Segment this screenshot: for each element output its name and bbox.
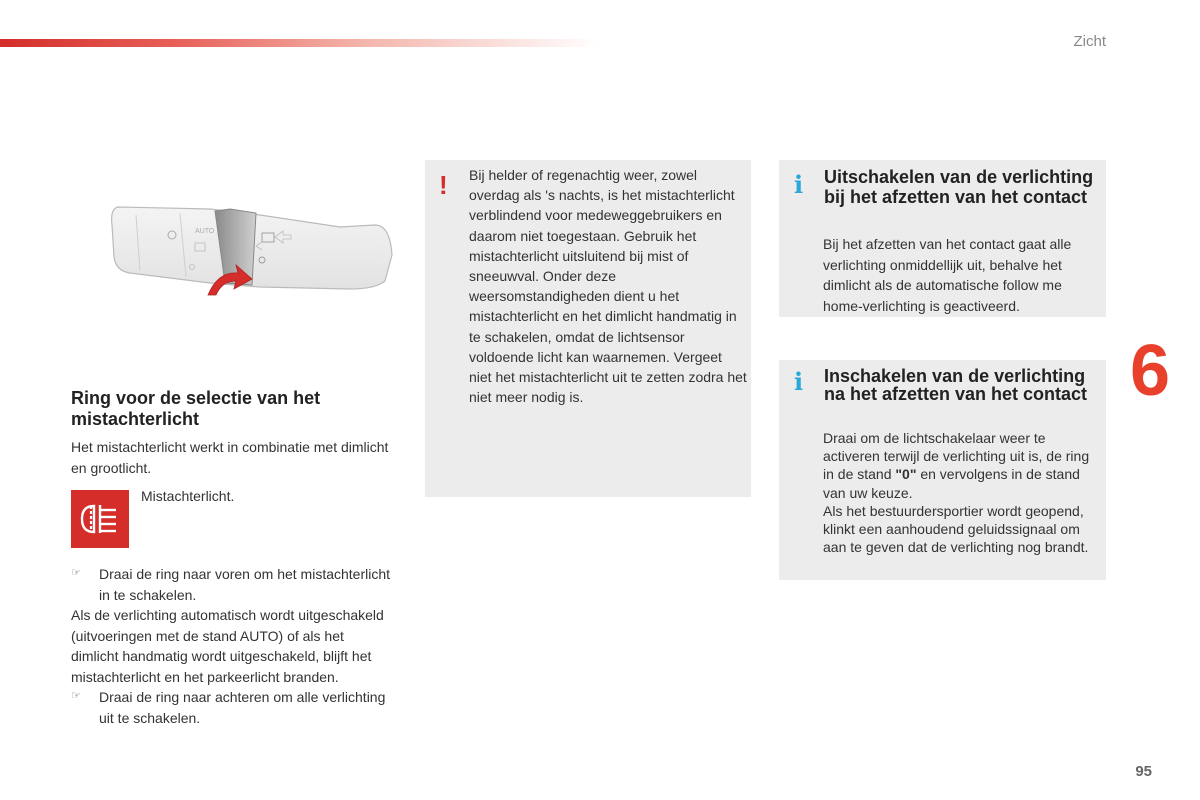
bullet-text: Draai de ring naar voren om het mistachterlicht in te schakelen. xyxy=(99,566,391,603)
warning-text: Bij helder of regenachtig weer, zowel overdag als 's nachts, is het mistachterlicht verblindend voor medeweggebruikers en daarom niet toegestaan. Gebruik het mistachterlicht uitsluitend bij mist of sneeuwval. Onder deze weersomstandigheden dient u het mistachterlicht en het dimlicht handmatig in te schakelen, omdat de lichtsensor voldoende licht kan waarnemen. Vergeet niet het mistachterlicht uit te zetten zodra het niet meer nodig is. xyxy=(469,167,747,406)
info-body-part: en vervolgens in de stand van uw keuze. xyxy=(823,466,1080,501)
symbol-label: Mistachterlicht. xyxy=(141,488,235,505)
info-icon: i xyxy=(794,170,804,199)
info-icon: i xyxy=(794,367,804,396)
list-item xyxy=(71,564,391,605)
chapter-color-bar xyxy=(0,39,600,47)
info-body: Bij het afzetten van het contact gaat alle verlichting onmiddellijk uit, behalve het dimlicht als de automatische follow me home-verlichting is geactiveerd. xyxy=(823,236,1072,314)
paragraph-text: Als de verlichting automatisch wordt uitgeschakeld (uitvoeringen met de stand AUTO) of als het dimlicht handmatig wordt uitgeschakeld, blijft het mistachterlicht en het parkeerlicht branden. xyxy=(71,607,384,685)
left-column xyxy=(71,388,391,728)
info-box-switch-on xyxy=(779,360,1106,580)
auto-label: AUTO xyxy=(195,228,215,235)
bullet-text: Draai de ring naar achteren om alle verlichting uit te schakelen. xyxy=(99,689,386,726)
info-title: Inschakelen van de verlichting na het afzetten van het contact xyxy=(824,366,1088,404)
chapter-number: 6 xyxy=(1130,331,1171,411)
warning-icon: ! xyxy=(439,170,448,200)
warning-box xyxy=(425,160,751,497)
info-body-part: Draai om de lichtschakelaar weer te activeren terwijl de verlichting uit is, de ring in de stand xyxy=(823,430,1090,483)
rear-fog-light-icon xyxy=(71,490,129,548)
section-title: Zicht xyxy=(1073,33,1106,50)
pointing-hand-icon: ☞ xyxy=(71,567,81,580)
list-item xyxy=(71,687,391,728)
page-number: 95 xyxy=(1135,763,1152,780)
intro-text: Het mistachterlicht werkt in combinatie met dimlicht en grootlicht. xyxy=(71,439,389,476)
symbol-row xyxy=(71,490,391,548)
ring-position-value: "0" xyxy=(895,466,917,483)
section-heading: Ring voor de selectie van het mistachterlicht xyxy=(71,388,321,429)
info-title: Uitschakelen van de verlichting bij het afzetten van het contact xyxy=(824,167,1094,207)
info-body xyxy=(823,429,1103,556)
info-body-extra: Als het bestuurdersportier wordt geopend, klinkt een aanhoudend geluidssignaal om aan te geven dat de verlichting nog brandt. xyxy=(823,502,1089,556)
pointing-hand-icon: ☞ xyxy=(71,690,81,703)
lighting-stalk-illustration xyxy=(100,185,420,315)
info-box-switch-off xyxy=(779,160,1106,317)
